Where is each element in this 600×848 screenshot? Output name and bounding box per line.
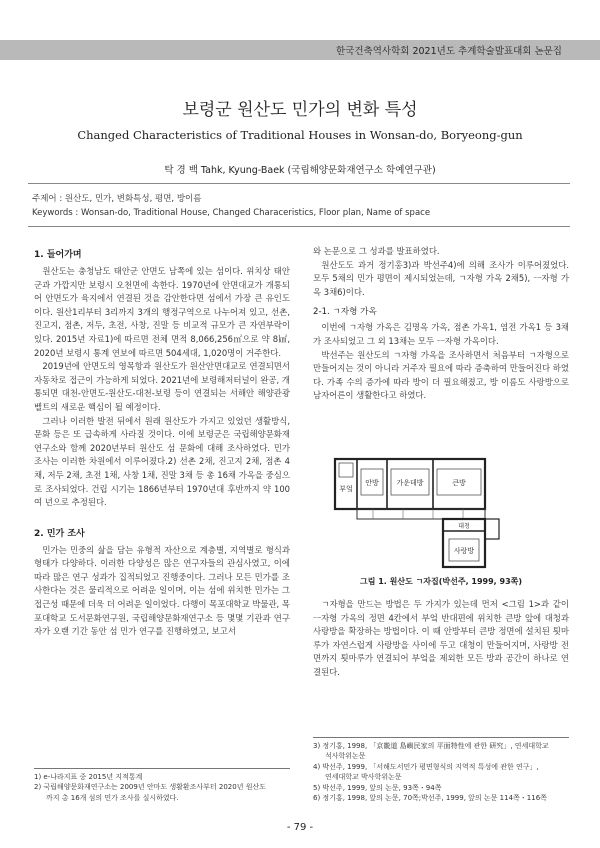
footnote: 2) 국립해양문화재연구소는 2009년 안마도 생활환조사부터 2020년 원산도: [34, 783, 266, 792]
keyword-box: [28, 183, 570, 227]
keywords-korean: 주제어 : 원산도, 민가, 변화특성, 평면, 방이름: [32, 194, 202, 204]
footnote: 1) e-나라지표 중 2015년 지적통계: [34, 773, 143, 781]
left-column: [34, 245, 290, 639]
right-column: [313, 245, 569, 403]
intro-paragraph: 2019년에 안면도의 영목항과 원산도가 원산안면대교로 연결되면서 자동차로 접근이 가능하게 되었다. 2021년에 보령해저터널이 완공, 개통되면 대천-안면도-원산도-대천-보령 등이 연결되는 서해안 해양관광벨트의 새로운 핵심이 될 예정이다.: [34, 361, 290, 412]
section-heading-intro: 1. 들어가며: [34, 250, 82, 260]
footnote: 연세대학교 박사학위논문: [325, 773, 402, 782]
footnotes-right: [313, 737, 569, 803]
conference-name: 한국건축역사학회 2021년도 추계학술발표대회 논문집: [336, 46, 562, 57]
keywords-english: Keywords : Wonsan-do, Traditional House, Changed Characeristics, Floor plan, Name of space: [32, 208, 431, 218]
survey-paragraph-continued: 와 논문으로 그 성과를 발표하였다.: [313, 246, 440, 256]
footnotes-left: [34, 768, 290, 803]
author-line: 탁 경 백 Tahk, Kyung-Baek (국립해양문화재연구소 학예연구관): [164, 165, 436, 176]
after-figure-paragraph: ㄱ자형을 만드는 방법은 두 가지가 있는데 먼저 <그림 1>과 같이 ㅡ자형 가옥의 정면 4칸에서 부엌 반대편에 위치한 큰방 앞에 대청과 사랑방을 확장하는 방법이다. 이 때 안방부터 큰방 정면에 설치된 툇마루가 자연스럽게 사랑방을 사이에 두고 대청이 만들어지며, 사랑방 전면까지 툇마루가 연결되어 부엌을 제외한 모든 방과 공간이 하나로 연결된다.: [313, 599, 569, 677]
footnote: 까지 총 16개 섬의 민가 조사를 실시하였다.: [46, 793, 179, 802]
right-column-lower: [313, 598, 569, 680]
intro-paragraph: 원산도는 충청남도 태안군 안면도 남쪽에 있는 섬이다. 위치상 태안군과 가깝지만 보령시 오천면에 속한다. 1970년에 안면대교가 개통되어 안면도가 육지에서 연결된 것을 감안한다면 섬에서 가장 큰 유인도이다. 원산1리부터 3리까지 3개의 행정구역으로 나누어져 있고, 선촌, 진고지, 점촌, 저두, 초전, 사창, 진말 등 비교적 규모가 큰 자연부락이 있다. 2015년 자료1)에 따르면 전체 면적 8,066,256㎡으로 약 8㎢, 2020년 보령시 통계 연보에 따르면 504세대, 1,020명이 거주한다.: [34, 266, 290, 358]
floor-plan-figure: [313, 451, 569, 573]
survey-paragraph: 원산도도 과거 정기홍3)과 박선주4)에 의해 조사가 이루어졌었다. 모두 5채의 민가 평면이 제시되었는데, ㄱ자형 가옥 2채5), ㅡ자형 가옥 3채6)이다.: [313, 259, 569, 297]
section-heading-survey: 2. 민가 조사: [34, 528, 85, 539]
footnote: 5) 박선주, 1999, 앞의 논문, 93쪽・94쪽: [313, 783, 442, 792]
room-label-main-room: 안방: [365, 479, 379, 487]
footnote: 3) 정기홍, 1998, 「京畿道 島嶼民家의 平面特性에 관한 硏究」, 연세대학교: [313, 742, 549, 750]
figure-caption: 그림 1. 원산도 ㄱ자집(박선주, 1999, 93쪽): [359, 577, 523, 586]
header-bar: [0, 40, 600, 60]
footnote: 4) 박선주, 1999, 「서해도서민가 평면형식의 지역적 특성에 관한 연구」,: [313, 762, 539, 771]
subsection-paragraph: 박선주는 원산도의 ㄱ자형 가옥을 조사하면서 처음부터 ㄱ자형으로 만들어지는 것이 아니라 거주자 필요에 따라 증축하여 만들어진다 하였다. 가족 수의 증가에 따라 방이 더 필요해졌고, 방 이름도 사랑방으로 남자어른이 생활한다고 하였다.: [313, 349, 569, 401]
footnote: 석사학위논문: [325, 752, 366, 761]
floor-plan-drawing: [313, 451, 569, 573]
survey-paragraph: 민가는 민중의 삶을 담는 유형적 자산으로 계층별, 지역별로 형식과 형태가 다양하다. 이러한 다양성은 많은 연구자들의 관심사였고, 이에 따라 많은 연구 성과가 집적되었고 진행중이다. 그러나 모든 민가를 조사한다는 것은 물리적으로 어려운 일이며, 이는 섬에 위치한 민가는 그 접근성 때문에 더욱 더 어려운 일이었다. 다행이 목포대학교 박물관, 목포대학교 도서문화연구원, 국립해양문화재연구소 등 몇몇 기관과 연구자가 오랜 기간 동안 섬 민가 연구를 진행하였고, 보고서: [34, 544, 290, 637]
room-label-middle-room: 가운데방: [396, 479, 424, 487]
subsection-paragraph: 이번에 ㄱ자형 가옥은 김명옥 가옥, 점촌 가옥1, 염전 가옥1 등 3채가 조사되었고 그 외 13채는 모두 ㅡ자형 가옥이다.: [313, 322, 569, 346]
room-label-guest-room: 사랑방: [453, 547, 475, 555]
footnote: 6) 정기홍, 1998, 앞의 논문, 70쪽;박선주, 1999, 앞의 논문 114쪽・116쪽: [313, 794, 547, 803]
room-label-big-room: 큰방: [452, 479, 466, 487]
subsection-heading: 2-1. ㄱ자형 가옥: [313, 307, 377, 318]
room-label-kitchen: 부엌: [339, 485, 353, 493]
page-number: - 79 -: [286, 822, 314, 833]
room-label-hall: 대청: [458, 523, 470, 530]
paper-subtitle: Changed Characteristics of Traditional Houses in Wonsan-do, Boryeong-gun: [77, 128, 523, 142]
intro-paragraph: 그러나 이러한 발전 뒤에서 원래 원산도가 가지고 있었던 생활방식, 문화 등은 또 급속하게 사라질 것이다. 이에 보령군은 국립해양문화재연구소와 함께 2020년부터 원산도 섬 문화에 대해 조사하였다. 민가 조사는 이러한 차원에서 이루어졌다.2) 선촌 2채, 진고지 2채, 점촌 4채, 저두 2채, 초전 1채, 사창 1채, 진말 3채 등 총 16채 가옥을 중심으로 조사되었다. 건립 시기는 1866년부터 1970년대 후반까지 약 100여 년으로 추정된다.: [34, 415, 290, 508]
paper-title: 보령군 원산도 민가의 변화 특성: [182, 100, 418, 120]
